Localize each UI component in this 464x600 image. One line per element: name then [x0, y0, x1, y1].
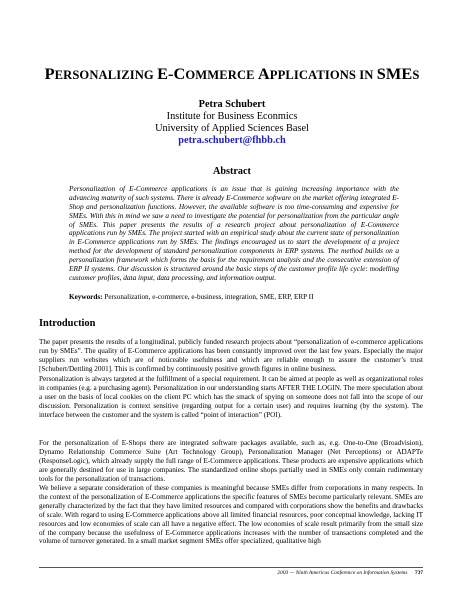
- title-part: A: [257, 64, 270, 83]
- title-part: P: [44, 64, 55, 83]
- title-part: PPLICATIONS IN: [269, 68, 377, 82]
- author-email-link[interactable]: petra.schubert@fhbb.ch: [178, 135, 286, 146]
- body-paragraph: For the personalization of E-Shops there are integrated software packages available, such as, e.g. One-to-One (Broadvision), Dynamo Relationship Commerce Suite (Art Technology Group), Personalization Manager (Net Perceptions) or ADAPTe (ResponseLogic), which already supply the full range of E-Commerce applications. These products are expensive applications which are generally destined for use in large companies. The standardized online shops partially used in SMEs only contain rudimentary tools for the personalization of transactions.: [39, 439, 423, 483]
- footer-conference: 2003 — Ninth Americas Conference on Information Systems: [277, 570, 408, 576]
- author-block: [0, 99, 464, 147]
- keywords-line: [69, 293, 399, 301]
- author-affiliation-institute: Institute for Business Econmics: [166, 111, 298, 122]
- paper-title: [0, 64, 464, 84]
- footer-page-number: 737: [414, 570, 423, 576]
- section-heading-introduction: Introduction: [39, 318, 96, 329]
- title-part: ERSONALIZING: [54, 68, 158, 82]
- author-name: Petra Schubert: [198, 99, 266, 110]
- body-paragraph: The paper presents the results of a longitudinal, publicly funded research projects about “personalization of e-commerce applications run by SMEs”. The quality of E-Commerce applications has been constantly improved over the last few years. Especially the major suppliers run websites which are of noticeable usefulness and which are reliable enough to assure the customer’s trust [Schubert/Dettling 2001]. This is confirmed by continuously positive growth figures in online business.: [39, 338, 423, 373]
- author-affiliation-university: University of Applied Sciences Basel: [155, 123, 309, 134]
- keywords-label: Keywords:: [69, 293, 103, 301]
- abstract-text: Personalization of E-Commerce applications is an issue that is gaining increasing importance with the advancing maturity of such systems. There is already E-Commerce software on the market offering integrated E-Shop and personalization functions. However, the available software is too time-consuming and expensive for SMEs. With this in mind we saw a need to investigate the potential for personalization from the particular angle of SMEs. This paper presents the results of a research project about personalization of E-Commerce applications run by SMEs. The project started with an empirical study about the current state of personalization in E-Commerce applications run by SMEs. The findings encouraged us to start the development of a project method for the development of standard personalization components in ERP systems. The method builds on a personalization framework which forms the basis for the requirement analysis and the consecutive extension of ERP II systems. Our discussion is structured around the basic steps of the customer profile life cycle: modelling customer profiles, data input, data processing, and information output.: [69, 184, 399, 282]
- abstract-heading: Abstract: [213, 166, 251, 177]
- page-footer: [39, 567, 423, 576]
- keywords-list: Personalization, e-commerce, e-business, integration, SME, ERP, ERP II: [104, 293, 314, 301]
- title-part: OMMERCE: [185, 68, 258, 82]
- title-part: SME: [376, 64, 413, 83]
- title-part: S: [412, 68, 420, 82]
- body-paragraph: We believe a separate consideration of these companies is meaningful because SMEs differ from corporations in many respects. In the context of the personalization of E-Commerce applications the specific features of SMEs become particularly relevant. SMEs are generally characterized by the fact that they have limited resources and compared with corporations show the benefits and drawbacks of scale. With regard to using E-Commerce applications above all limited financial resources, poor conceptual knowledge, lacking IT resources and low economies of scale can all have a negative effect. The low economies of scale result primarily from the small size of the company because the usefulness of E-Commerce applications increases with the number of transactions completed and the volume of turnover generated. In a small market segment SMEs offer specialized, qualitative high: [39, 484, 423, 546]
- body-paragraph: Personalization is always targeted at the fulfillment of a special requirement. It can be aimed at people as well as organizational roles in companies (e.g. a purchasing agent). Personalization in our understanding starts AFTER THE LOGIN. The mere speculation about a user on the basis of local cookies on the client PC which has the smack of spying on someone does not fall into the scope of our discussion. Personalization is context sensitive (regarding output for a certain user) and requires learning (by the system). The interface between the customer and the system is called “point of interaction” (POI).: [39, 375, 423, 419]
- title-part: E-C: [157, 64, 186, 83]
